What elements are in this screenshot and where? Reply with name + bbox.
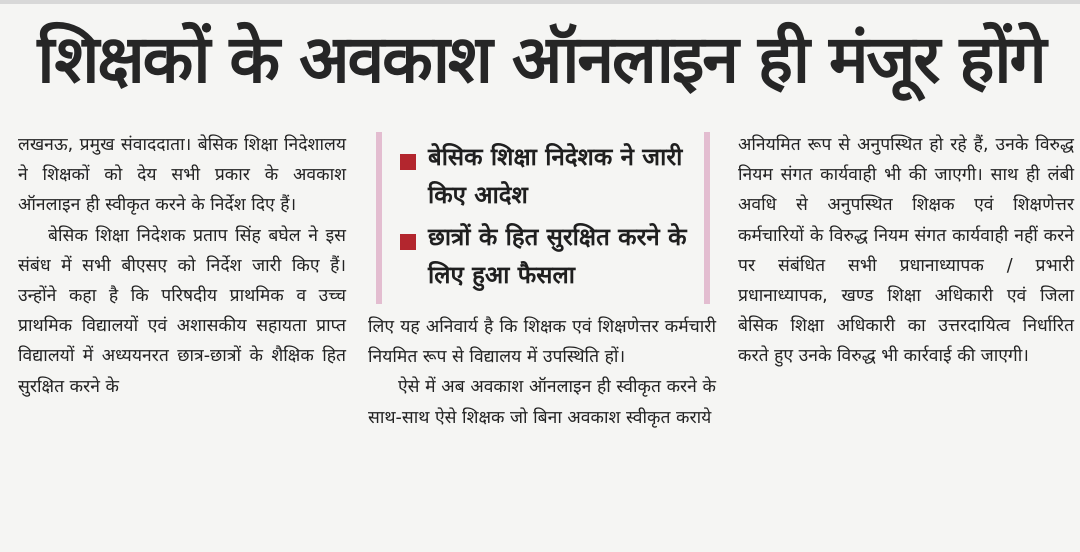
top-border (0, 0, 1080, 4)
highlight-text: छात्रों के हित सुरक्षित करने के लिए हुआ फैसला (428, 223, 687, 289)
paragraph: बेसिक शिक्षा निदेशक प्रताप सिंह बघेल ने इस संबंध में सभी बीएसए को निर्देश जारी किए हैं। उन्होंने कहा है कि परिषदीय प्राथमिक व उच्च प्राथमिक विद्यालयों एवं अशासकीय सहायता प्राप्त विद्यालयों में अध्ययनरत छात्र-छात्रों के शैक्षिक हित सुरक्षित करने के (18, 225, 346, 397)
square-bullet-icon (400, 234, 416, 250)
highlight-item (400, 218, 694, 294)
article-column-2 (368, 312, 716, 433)
highlight-item (400, 138, 694, 214)
highlight-text: बेसिक शिक्षा निदेशक ने जारी किए आदेश (428, 143, 683, 209)
article-column-3 (738, 130, 1074, 372)
paragraph: ऐसे में अब अवकाश ऑनलाइन ही स्वीकृत करने के साथ-साथ ऐसे शिक्षक जो बिना अवकाश स्वीकृत कराये (368, 377, 716, 428)
highlights-box (376, 132, 710, 304)
paragraph: लखनऊ, प्रमुख संवाददाता। बेसिक शिक्षा निदेशालय ने शिक्षकों को देय सभी प्रकार के अवकाश ऑनलाइन ही स्वीकृत करने के निर्देश दिए हैं। (18, 135, 346, 216)
paragraph: लिए यह अनिवार्य है कि शिक्षक एवं शिक्षणेत्तर कर्मचारी नियमित रूप से विद्यालय में उपस्थिति हों। (368, 317, 716, 368)
headline: शिक्षकों के अवकाश ऑनलाइन ही मंजूर होंगे (37, 21, 1045, 98)
article-column-1 (18, 130, 346, 402)
paragraph: अनियमित रूप से अनुपस्थित हो रहे हैं, उनके विरुद्ध नियम संगत कार्यवाही भी की जाएगी। साथ ही लंबी अवधि से अनुपस्थित शिक्षक एवं शिक्षणेत्तर कर्मचारियों के विरुद्ध नियम संगत कार्यवाही नहीं करने पर संबंधित सभी प्रधानाध्यापक / प्रभारी प्रधानाध्यापक, खण्ड शिक्षा अधिकारी एवं जिला बेसिक शिक्षा अधिकारी का उत्तरदायित्व निर्धारित करते हुए उनके विरुद्ध भी कार्रवाई की जाएगी। (738, 135, 1074, 367)
square-bullet-icon (400, 154, 416, 170)
